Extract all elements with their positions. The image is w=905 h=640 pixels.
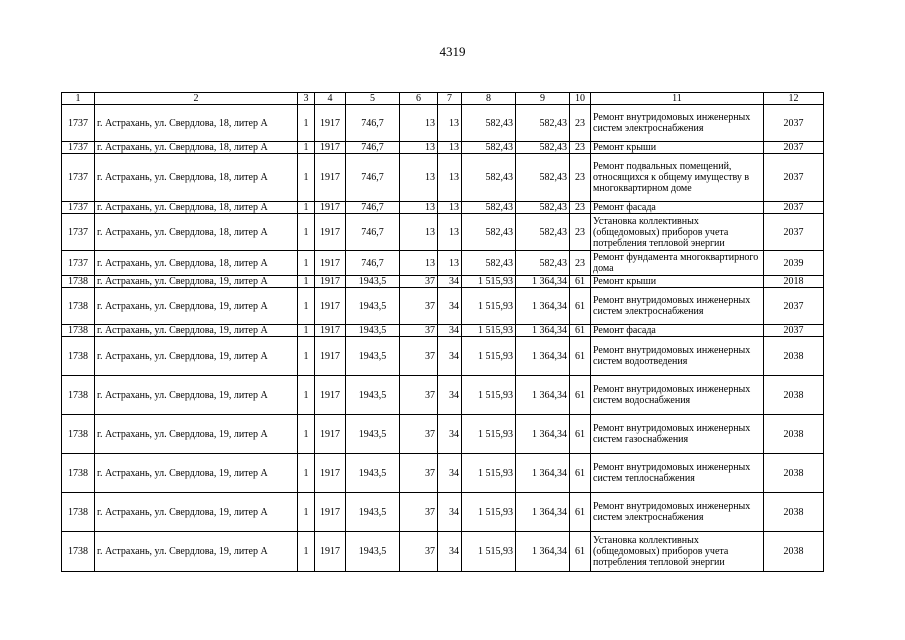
- table-cell: 1917: [315, 337, 346, 376]
- table-cell: 1738: [62, 532, 95, 572]
- column-header: 7: [438, 93, 462, 105]
- table-cell: 1917: [315, 532, 346, 572]
- table-cell: Ремонт внутридомовых инженерных систем электроснабжения: [591, 493, 764, 532]
- table-cell: 2037: [764, 154, 824, 202]
- table-cell: 1 515,93: [462, 493, 516, 532]
- table-cell: 1917: [315, 493, 346, 532]
- column-header: 10: [570, 93, 591, 105]
- column-header: 11: [591, 93, 764, 105]
- table-cell: г. Астрахань, ул. Свердлова, 18, литер А: [95, 202, 298, 214]
- table-cell: 61: [570, 376, 591, 415]
- table-cell: 1 364,34: [516, 532, 570, 572]
- table-cell: 582,43: [516, 105, 570, 142]
- table-row: [62, 454, 824, 493]
- table-row: [62, 142, 824, 154]
- table-cell: 1 364,34: [516, 276, 570, 288]
- table-cell: 37: [400, 454, 438, 493]
- table-row: [62, 376, 824, 415]
- table-cell: Ремонт подвальных помещений, относящихся к общему имуществу в многоквартирном доме: [591, 154, 764, 202]
- table-cell: г. Астрахань, ул. Свердлова, 19, литер А: [95, 454, 298, 493]
- table-cell: 61: [570, 454, 591, 493]
- table-cell: 23: [570, 105, 591, 142]
- table-cell: 23: [570, 214, 591, 251]
- table-cell: 1737: [62, 105, 95, 142]
- table-cell: 34: [438, 415, 462, 454]
- table-cell: 1: [298, 202, 315, 214]
- table-cell: 1738: [62, 415, 95, 454]
- table-cell: 1: [298, 105, 315, 142]
- table-cell: г. Астрахань, ул. Свердлова, 19, литер А: [95, 532, 298, 572]
- table-cell: Ремонт внутридомовых инженерных систем газоснабжения: [591, 415, 764, 454]
- table-cell: 1917: [315, 154, 346, 202]
- table-cell: 1: [298, 288, 315, 325]
- table-cell: 582,43: [462, 154, 516, 202]
- table-cell: 61: [570, 325, 591, 337]
- table-cell: 34: [438, 288, 462, 325]
- table-cell: 1943,5: [346, 493, 400, 532]
- table-cell: 1: [298, 493, 315, 532]
- table-row: [62, 415, 824, 454]
- column-header: 6: [400, 93, 438, 105]
- table-cell: 37: [400, 532, 438, 572]
- table-cell: 61: [570, 532, 591, 572]
- table-cell: 1 515,93: [462, 288, 516, 325]
- table-cell: 37: [400, 376, 438, 415]
- table-cell: Ремонт крыши: [591, 142, 764, 154]
- table-cell: 1737: [62, 202, 95, 214]
- table-cell: 1917: [315, 202, 346, 214]
- table-cell: 23: [570, 154, 591, 202]
- table-cell: 34: [438, 276, 462, 288]
- table-cell: 582,43: [516, 214, 570, 251]
- table-cell: г. Астрахань, ул. Свердлова, 18, литер А: [95, 214, 298, 251]
- table-cell: 13: [438, 251, 462, 276]
- table-cell: 61: [570, 493, 591, 532]
- table-cell: 1: [298, 454, 315, 493]
- table-cell: 1738: [62, 376, 95, 415]
- column-header: 4: [315, 93, 346, 105]
- table-cell: г. Астрахань, ул. Свердлова, 18, литер А: [95, 251, 298, 276]
- table-cell: 2038: [764, 376, 824, 415]
- table-cell: г. Астрахань, ул. Свердлова, 19, литер А: [95, 337, 298, 376]
- table-cell: 1943,5: [346, 415, 400, 454]
- table-cell: 1738: [62, 337, 95, 376]
- table-cell: 34: [438, 493, 462, 532]
- table-cell: 2037: [764, 105, 824, 142]
- table-cell: 13: [438, 202, 462, 214]
- table-cell: 13: [400, 202, 438, 214]
- table-cell: 1917: [315, 415, 346, 454]
- table-row: [62, 288, 824, 325]
- table-cell: 61: [570, 288, 591, 325]
- table-cell: 2038: [764, 493, 824, 532]
- table-cell: 1943,5: [346, 276, 400, 288]
- table-cell: 1: [298, 532, 315, 572]
- table-cell: 1: [298, 415, 315, 454]
- table-cell: 746,7: [346, 105, 400, 142]
- table-cell: 1738: [62, 454, 95, 493]
- column-header: 5: [346, 93, 400, 105]
- table-cell: 1917: [315, 251, 346, 276]
- column-header: 8: [462, 93, 516, 105]
- table-cell: 13: [400, 251, 438, 276]
- table-cell: 1 515,93: [462, 325, 516, 337]
- table-cell: 1 515,93: [462, 532, 516, 572]
- table-cell: 2037: [764, 142, 824, 154]
- table-cell: 13: [438, 142, 462, 154]
- table-cell: 1 515,93: [462, 454, 516, 493]
- table-cell: Ремонт внутридомовых инженерных систем теплоснабжения: [591, 454, 764, 493]
- table-cell: 2038: [764, 532, 824, 572]
- table-cell: 13: [400, 214, 438, 251]
- table-cell: 1737: [62, 214, 95, 251]
- table-cell: 582,43: [516, 154, 570, 202]
- table-cell: 1943,5: [346, 532, 400, 572]
- table-cell: 1: [298, 325, 315, 337]
- table-cell: 1 515,93: [462, 415, 516, 454]
- table-cell: Ремонт внутридомовых инженерных систем водоснабжения: [591, 376, 764, 415]
- column-header: 1: [62, 93, 95, 105]
- table-cell: 34: [438, 532, 462, 572]
- registry-table: [61, 92, 824, 572]
- table-cell: 37: [400, 415, 438, 454]
- table-cell: г. Астрахань, ул. Свердлова, 19, литер А: [95, 276, 298, 288]
- table-cell: 13: [438, 214, 462, 251]
- header-row: [62, 93, 824, 105]
- table-cell: 1917: [315, 325, 346, 337]
- table-cell: 1: [298, 337, 315, 376]
- table-row: [62, 154, 824, 202]
- table-cell: 1 364,34: [516, 288, 570, 325]
- table-cell: г. Астрахань, ул. Свердлова, 19, литер А: [95, 288, 298, 325]
- column-header: 12: [764, 93, 824, 105]
- table-cell: 582,43: [462, 251, 516, 276]
- table-row: [62, 493, 824, 532]
- table-cell: 34: [438, 454, 462, 493]
- table-cell: 1917: [315, 105, 346, 142]
- table-cell: Ремонт фасада: [591, 325, 764, 337]
- table-cell: 582,43: [516, 202, 570, 214]
- table-cell: Ремонт внутридомовых инженерных систем электроснабжения: [591, 105, 764, 142]
- table-cell: 1 364,34: [516, 493, 570, 532]
- table-cell: 746,7: [346, 202, 400, 214]
- table-cell: 582,43: [462, 105, 516, 142]
- table-cell: 1 364,34: [516, 415, 570, 454]
- table-cell: 582,43: [516, 251, 570, 276]
- table-row: [62, 337, 824, 376]
- table-row: [62, 532, 824, 572]
- table-cell: 2038: [764, 337, 824, 376]
- table-cell: 1943,5: [346, 337, 400, 376]
- table-cell: 13: [438, 105, 462, 142]
- table-cell: 1738: [62, 325, 95, 337]
- table-cell: 1: [298, 142, 315, 154]
- table-cell: 34: [438, 376, 462, 415]
- table-cell: 2037: [764, 325, 824, 337]
- table-cell: 1917: [315, 214, 346, 251]
- table-cell: 1: [298, 251, 315, 276]
- table-cell: 1917: [315, 454, 346, 493]
- table-row: [62, 325, 824, 337]
- table-cell: 1 515,93: [462, 276, 516, 288]
- table-cell: 34: [438, 337, 462, 376]
- table-cell: 37: [400, 288, 438, 325]
- table-cell: г. Астрахань, ул. Свердлова, 19, литер А: [95, 415, 298, 454]
- table-cell: г. Астрахань, ул. Свердлова, 18, литер А: [95, 105, 298, 142]
- table-cell: Установка коллективных (общедомовых) приборов учета потребления тепловой энергии: [591, 214, 764, 251]
- table-cell: 1: [298, 276, 315, 288]
- table-cell: 1738: [62, 288, 95, 325]
- table-cell: 13: [400, 142, 438, 154]
- table-cell: 1: [298, 154, 315, 202]
- table-cell: г. Астрахань, ул. Свердлова, 19, литер А: [95, 493, 298, 532]
- table-cell: 1917: [315, 376, 346, 415]
- table-row: [62, 214, 824, 251]
- table-cell: 1917: [315, 276, 346, 288]
- table-cell: 23: [570, 142, 591, 154]
- table-row: [62, 251, 824, 276]
- table-cell: 2038: [764, 454, 824, 493]
- table-cell: 61: [570, 337, 591, 376]
- table-cell: 1738: [62, 276, 95, 288]
- table-cell: 2037: [764, 214, 824, 251]
- table-cell: г. Астрахань, ул. Свердлова, 18, литер А: [95, 142, 298, 154]
- table-cell: Ремонт фасада: [591, 202, 764, 214]
- column-header: 3: [298, 93, 315, 105]
- table-cell: 1: [298, 376, 315, 415]
- table-cell: 2038: [764, 415, 824, 454]
- table-cell: 61: [570, 415, 591, 454]
- table-cell: 1 364,34: [516, 454, 570, 493]
- table-body: [62, 105, 824, 572]
- table-cell: 746,7: [346, 251, 400, 276]
- table-cell: 1943,5: [346, 325, 400, 337]
- table-cell: 2037: [764, 202, 824, 214]
- table-cell: Установка коллективных (общедомовых) приборов учета потребления тепловой энергии: [591, 532, 764, 572]
- table-cell: 61: [570, 276, 591, 288]
- table-cell: 582,43: [516, 142, 570, 154]
- table-cell: 1943,5: [346, 288, 400, 325]
- table-cell: 582,43: [462, 214, 516, 251]
- table-cell: Ремонт внутридомовых инженерных систем электроснабжения: [591, 288, 764, 325]
- table-cell: 2037: [764, 288, 824, 325]
- table-cell: г. Астрахань, ул. Свердлова, 19, литер А: [95, 376, 298, 415]
- table-cell: 1737: [62, 251, 95, 276]
- page-number: 4319: [439, 44, 466, 59]
- table-cell: 13: [400, 154, 438, 202]
- table-cell: 34: [438, 325, 462, 337]
- table-cell: г. Астрахань, ул. Свердлова, 19, литер А: [95, 325, 298, 337]
- table-cell: 1917: [315, 142, 346, 154]
- table-cell: 1737: [62, 142, 95, 154]
- table-cell: Ремонт внутридомовых инженерных систем водоотведения: [591, 337, 764, 376]
- table-cell: 13: [400, 105, 438, 142]
- table-cell: 13: [438, 154, 462, 202]
- table-cell: 746,7: [346, 214, 400, 251]
- column-header: 2: [95, 93, 298, 105]
- table-cell: 1738: [62, 493, 95, 532]
- table-cell: 37: [400, 325, 438, 337]
- table-row: [62, 202, 824, 214]
- table-row: [62, 105, 824, 142]
- table-cell: 1 364,34: [516, 337, 570, 376]
- table-cell: 37: [400, 276, 438, 288]
- table-cell: 23: [570, 251, 591, 276]
- table-cell: 1917: [315, 288, 346, 325]
- table-cell: 1943,5: [346, 376, 400, 415]
- table-cell: 582,43: [462, 202, 516, 214]
- table-cell: 582,43: [462, 142, 516, 154]
- table-cell: 2018: [764, 276, 824, 288]
- table-cell: 1737: [62, 154, 95, 202]
- table-cell: 1 515,93: [462, 376, 516, 415]
- table-cell: 746,7: [346, 142, 400, 154]
- table-cell: г. Астрахань, ул. Свердлова, 18, литер А: [95, 154, 298, 202]
- table-cell: 1: [298, 214, 315, 251]
- table-cell: 23: [570, 202, 591, 214]
- table-cell: Ремонт фундамента многоквартирного дома: [591, 251, 764, 276]
- table-cell: 1 364,34: [516, 376, 570, 415]
- table-row: [62, 276, 824, 288]
- table-cell: 746,7: [346, 154, 400, 202]
- table-cell: 37: [400, 493, 438, 532]
- column-header: 9: [516, 93, 570, 105]
- table-cell: 1 364,34: [516, 325, 570, 337]
- table-cell: 1943,5: [346, 454, 400, 493]
- table-cell: 37: [400, 337, 438, 376]
- table-cell: Ремонт крыши: [591, 276, 764, 288]
- table-cell: 2039: [764, 251, 824, 276]
- table-cell: 1 515,93: [462, 337, 516, 376]
